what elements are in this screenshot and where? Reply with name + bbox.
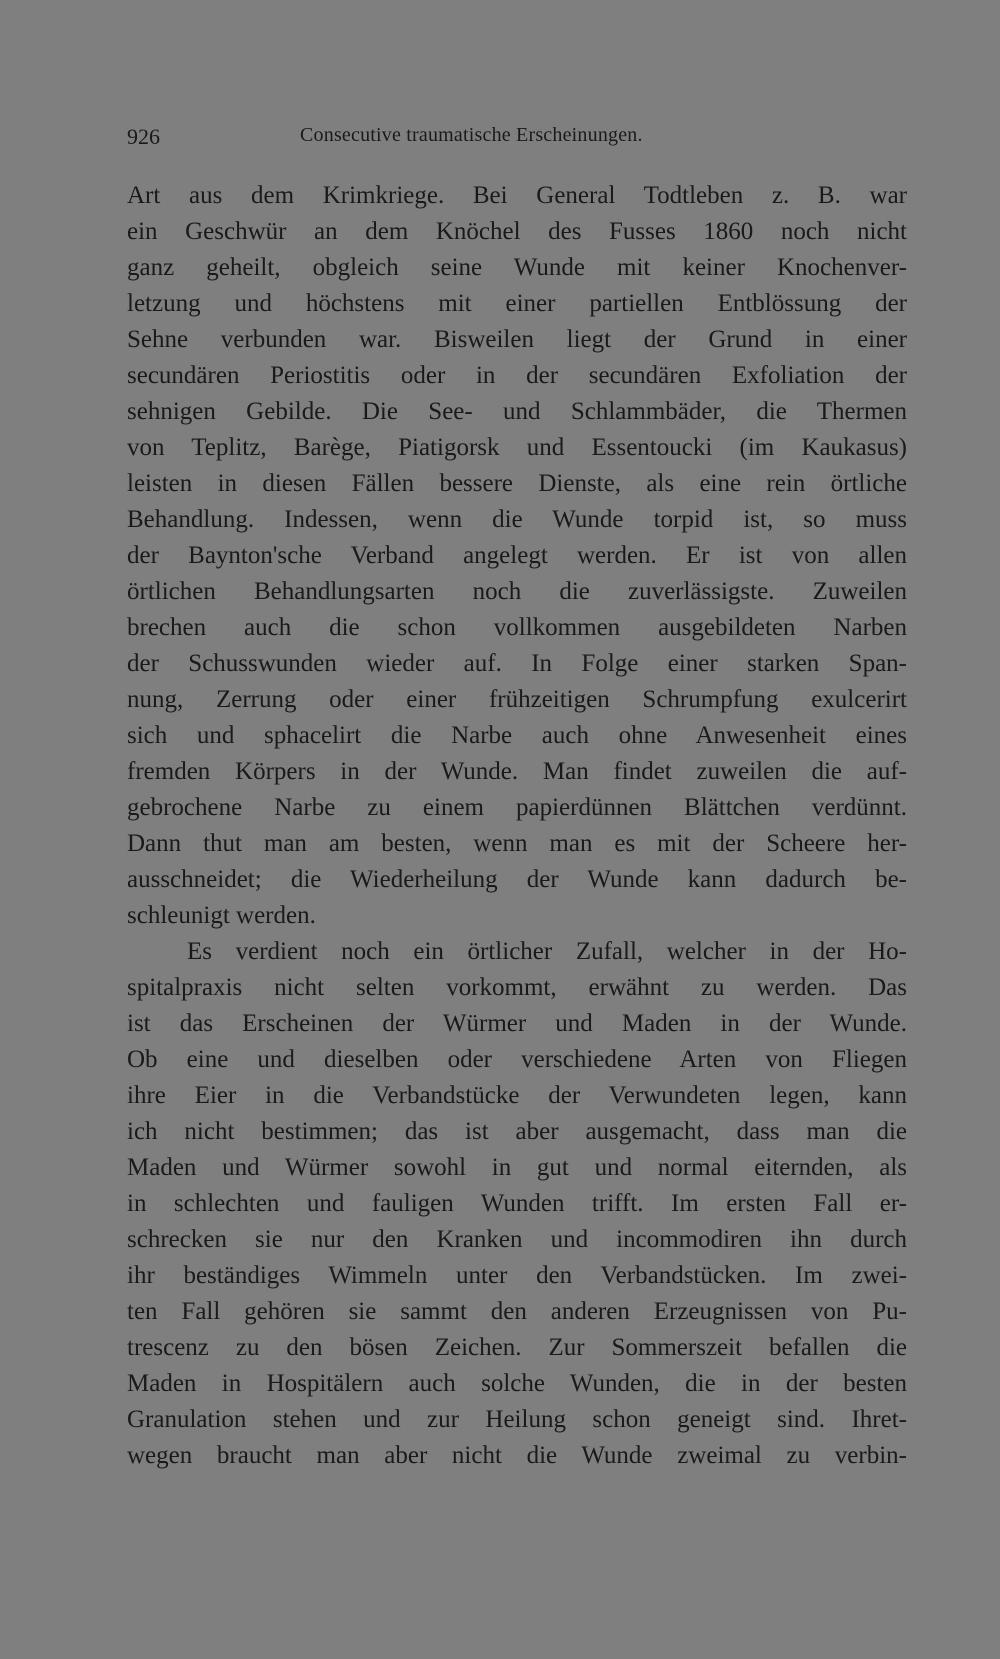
text-line: ist das Erscheinen der Würmer und Maden in der Wunde. [127, 1010, 907, 1037]
text-line: letzung und höchstens mit einer partiellen Entblössung der [127, 290, 907, 317]
text-line: der Baynton'sche Verband angelegt werden. Er ist von allen [127, 542, 907, 569]
text-line: der Schusswunden wieder auf. In Folge einer starken Span- [127, 650, 907, 677]
text-line: Behandlung. Indessen, wenn die Wunde torpid ist, so muss [127, 506, 907, 533]
text-line: Maden in Hospitälern auch solche Wunden, die in der besten [127, 1370, 907, 1397]
text-line: ein Geschwür an dem Knöchel des Fusses 1860 noch nicht [127, 218, 907, 245]
text-line: wegen braucht man aber nicht die Wunde zweimal zu verbin- [127, 1442, 907, 1469]
text-line: nung, Zerrung oder einer frühzeitigen Schrumpfung exulcerirt [127, 686, 907, 713]
text-line: schleunigt werden. [127, 902, 316, 929]
text-line: örtlichen Behandlungsarten noch die zuverlässigste. Zuweilen [127, 578, 907, 605]
text-line: Dann thut man am besten, wenn man es mit der Scheere her- [127, 830, 907, 857]
page-header [127, 124, 907, 154]
text-line: gebrochene Narbe zu einem papierdünnen Blättchen verdünnt. [127, 794, 907, 821]
text-line: sehnigen Gebilde. Die See- und Schlammbäder, die Thermen [127, 398, 907, 425]
text-line: leisten in diesen Fällen bessere Dienste, als eine rein örtliche [127, 470, 907, 497]
text-line: Sehne verbunden war. Bisweilen liegt der Grund in einer [127, 326, 907, 353]
body-text [127, 178, 907, 1474]
page-number: 926 [127, 124, 160, 149]
text-line: trescenz zu den bösen Zeichen. Zur Sommerszeit befallen die [127, 1334, 907, 1361]
text-line: Ob eine und dieselben oder verschiedene Arten von Fliegen [127, 1046, 907, 1073]
text-line: von Teplitz, Barège, Piatigorsk und Essentoucki (im Kaukasus) [127, 434, 907, 461]
text-line: in schlechten und fauligen Wunden trifft. Im ersten Fall er- [127, 1190, 907, 1217]
text-line: secundären Periostitis oder in der secundären Exfoliation der [127, 362, 907, 389]
text-line: ihr beständiges Wimmeln unter den Verbandstücken. Im zwei- [127, 1262, 907, 1289]
text-line: Es verdient noch ein örtlicher Zufall, welcher in der Ho- [187, 938, 907, 965]
text-line: brechen auch die schon vollkommen ausgebildeten Narben [127, 614, 907, 641]
text-line: ten Fall gehören sie sammt den anderen Erzeugnissen von Pu- [127, 1298, 907, 1325]
text-line: ausschneidet; die Wiederheilung der Wunde kann dadurch be- [127, 866, 907, 893]
text-line: ganz geheilt, obgleich seine Wunde mit keiner Knochenver- [127, 254, 907, 281]
text-line: schrecken sie nur den Kranken und incommodiren ihn durch [127, 1226, 907, 1253]
text-line: sich und sphacelirt die Narbe auch ohne Anwesenheit eines [127, 722, 907, 749]
text-line: Maden und Würmer sowohl in gut und normal eiternden, als [127, 1154, 907, 1181]
text-line: spitalpraxis nicht selten vorkommt, erwähnt zu werden. Das [127, 974, 907, 1001]
text-line: ich nicht bestimmen; das ist aber ausgemacht, dass man die [127, 1118, 907, 1145]
text-line: ihre Eier in die Verbandstücke der Verwundeten legen, kann [127, 1082, 907, 1109]
running-title: Consecutive traumatische Erscheinungen. [300, 124, 643, 146]
text-line: Art aus dem Krimkriege. Bei General Todtleben z. B. war [127, 182, 907, 209]
text-line: Granulation stehen und zur Heilung schon geneigt sind. Ihret- [127, 1406, 907, 1433]
text-line: fremden Körpers in der Wunde. Man findet zuweilen die auf- [127, 758, 907, 785]
